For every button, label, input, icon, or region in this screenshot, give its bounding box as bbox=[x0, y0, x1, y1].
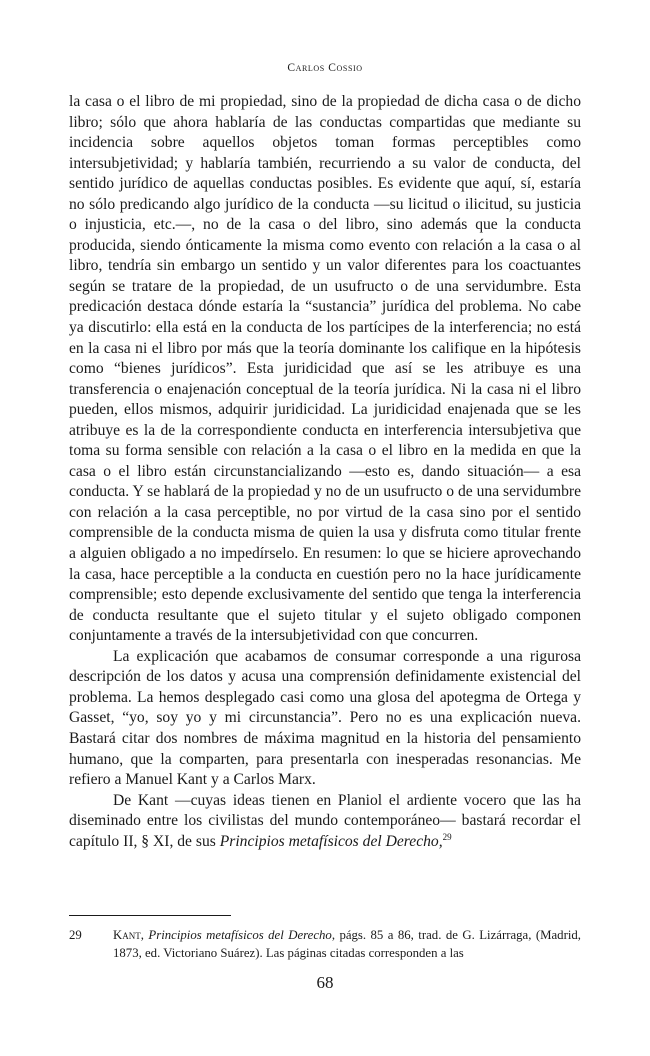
footnote-author: Kant bbox=[113, 928, 141, 942]
footnote-text-a: , bbox=[140, 928, 149, 942]
page-number: 68 bbox=[316, 973, 334, 992]
book-page bbox=[69, 0, 581, 1056]
footnote-reference[interactable]: 29 bbox=[442, 831, 452, 842]
body-text bbox=[69, 92, 581, 852]
footnote-number: 29 bbox=[69, 928, 82, 942]
footnote-text-b: , págs. 85 a 86, trad. de G. Lizárraga, (Madrid, 1873, ed. Victoriano Suárez). Las páginas citadas corresponden a las bbox=[113, 928, 581, 960]
paragraph-2: La explicación que acabamos de consumar corresponde a una rigurosa descripción de los datos y acusa una comprensión definidamente existencial del problema. La hemos desplegado casi como una glosa del apotegma de Ortega y Gasset, “yo, soy yo y mi circunstancia”. Pero no es una explicación nueva. Bastará citar dos nombres de máxima magnitud en la historia del pensamiento humano, que la comparten, para presentarla con inesperadas resonancias. Me refiero a Manuel Kant y a Carlos Marx. bbox=[69, 647, 581, 789]
footnote bbox=[69, 926, 581, 962]
paragraph-3-text: De Kant —cuyas ideas tienen en Planiol el ardiente vocero que las ha diseminado entre los civilistas del mundo contemporáneo— bastará recordar el capítulo II, § XI, de sus bbox=[69, 791, 581, 850]
footnote-title: Principios metafísicos del Derecho bbox=[148, 928, 332, 942]
paragraph-1: la casa o el libro de mi propiedad, sino de la propiedad de dicha casa o de dicho libro; sólo que ahora hablaría de las conductas compartidas que mediante su incidencia sobre aquellos objetos toman formas perceptibles como intersubjetividad; y hablaría también, recurriendo a su valor de conducta, del sentido jurídico de aquellas conductas posibles. Es evidente que aquí, sí, estaría no sólo predicando algo jurídico de la conducta —su licitud o ilicitud, su justicia o injusticia, etc.—, no de la casa o del libro, sino además que la conducta producida, siendo ónticamente la misma como evento con relación a la casa o al libro, tendría sin embargo un sentido y un valor diferentes para los coactuantes según se tratare de la propiedad, de un usufructo o de una servidumbre. Esta predicación destaca dónde estaría la “sustancia” jurídica del problema. No cabe ya discutirlo: ella está en la conducta de los partícipes de la interferencia; no está en la casa ni el libro por más que la teoría dominante los califique en la hipótesis como “bienes jurídicos”. Esta juridicidad que así se les atribuye es una transferencia o enajenación conceptual de la teoría jurídica. Ni la casa ni el libro pueden, ellos mismos, adquirir juridicidad. La juridicidad enajenada que se les atribuye es la de la correspondiente conducta en interferencia intersubjetiva que toma su forma sensible con relación a la casa o el libro en la medida en que la casa o el libro están circunstancializando —esto es, dando situación— a esa conducta. Y se hablará de la propiedad y no de un usufructo o de una servidumbre con relación a la casa perceptible, no por virtud de la casa sino por el sentido comprensible de la conducta misma de quien la usa y disfruta como titular frente a alguien obligado a no impedírselo. En resumen: lo que se hiciere aprovechando la casa, hace perceptible a la conducta en cuestión pero no la hace jurídicamente comprensible; esto depende exclusivamente del sentido que tenga la interferencia de conducta resultante que el sujeto titular y el sujeto obligado componen conjuntamente a través de la intersubjetividad con que concurren. bbox=[69, 93, 581, 645]
footnote-divider bbox=[69, 915, 231, 916]
footnote-text bbox=[113, 926, 581, 962]
paragraph-3 bbox=[69, 791, 581, 853]
running-head: Carlos Cossio bbox=[287, 62, 363, 74]
cited-work-title: Principios metafísicos del Derecho, bbox=[219, 832, 443, 850]
